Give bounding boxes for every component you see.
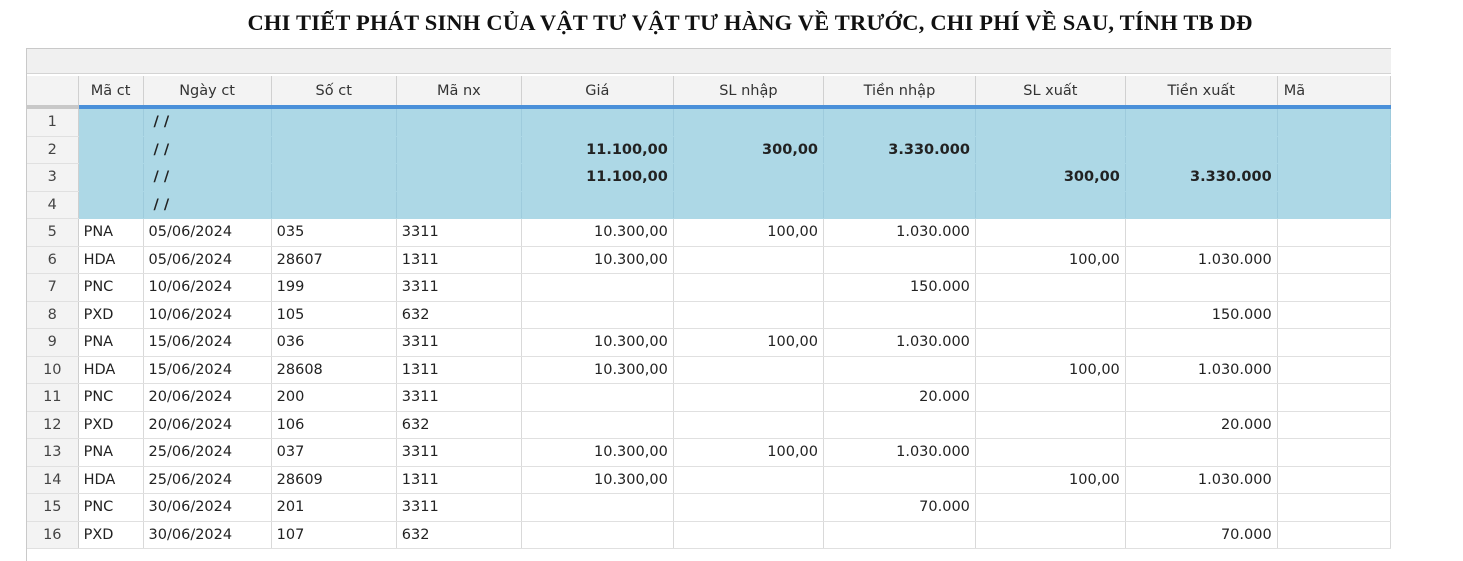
- cell-ngay-ct[interactable]: 20/06/2024: [143, 384, 271, 412]
- row-number[interactable]: 12: [27, 411, 78, 439]
- col-header-sl-nhap[interactable]: SL nhập: [673, 76, 823, 107]
- cell-tien-xuat[interactable]: 3.330.000: [1125, 164, 1277, 192]
- cell-tien-nhap[interactable]: [824, 107, 976, 136]
- table-row[interactable]: [27, 466, 1391, 494]
- cell-sl-xuat[interactable]: [975, 411, 1125, 439]
- cell-ma-ct[interactable]: HDA: [78, 246, 143, 274]
- cell-sl-nhap[interactable]: [673, 494, 823, 522]
- col-header-ngay-ct[interactable]: Ngày ct: [143, 76, 271, 107]
- cell-ma-nx[interactable]: 632: [396, 521, 521, 549]
- table-row[interactable]: [27, 329, 1391, 357]
- cell-sl-nhap[interactable]: [673, 301, 823, 329]
- cell-ma[interactable]: [1277, 356, 1390, 384]
- cell-ngay-ct[interactable]: / /: [143, 107, 271, 136]
- data-grid: [27, 76, 1391, 549]
- col-header-gia[interactable]: Giá: [521, 76, 673, 107]
- cell-ngay-ct[interactable]: 15/06/2024: [143, 356, 271, 384]
- cell-tien-xuat[interactable]: 150.000: [1125, 301, 1277, 329]
- cell-ma-ct[interactable]: PXD: [78, 521, 143, 549]
- row-number[interactable]: 13: [27, 439, 78, 467]
- table-row[interactable]: [27, 274, 1391, 302]
- row-number[interactable]: 4: [27, 191, 78, 219]
- cell-ma-nx[interactable]: 3311: [396, 384, 521, 412]
- cell-gia[interactable]: [521, 494, 673, 522]
- cell-sl-xuat[interactable]: [975, 136, 1125, 164]
- cell-ma[interactable]: [1277, 494, 1390, 522]
- cell-tien-xuat[interactable]: [1125, 107, 1277, 136]
- cell-sl-xuat[interactable]: [975, 219, 1125, 247]
- cell-ma[interactable]: [1277, 329, 1390, 357]
- cell-tien-xuat[interactable]: 1.030.000: [1125, 356, 1277, 384]
- cell-ngay-ct[interactable]: 25/06/2024: [143, 439, 271, 467]
- row-number[interactable]: 10: [27, 356, 78, 384]
- cell-so-ct[interactable]: 201: [271, 494, 396, 522]
- cell-tien-xuat[interactable]: [1125, 191, 1277, 219]
- cell-ma-nx[interactable]: 632: [396, 411, 521, 439]
- cell-ma-nx[interactable]: [396, 136, 521, 164]
- cell-sl-xuat[interactable]: [975, 439, 1125, 467]
- cell-sl-nhap[interactable]: [673, 411, 823, 439]
- cell-ma-nx[interactable]: [396, 164, 521, 192]
- cell-ma-nx[interactable]: 632: [396, 301, 521, 329]
- grid-window: [26, 48, 1391, 561]
- table-row[interactable]: [27, 439, 1391, 467]
- cell-sl-nhap[interactable]: [673, 274, 823, 302]
- cell-tien-xuat[interactable]: [1125, 494, 1277, 522]
- cell-sl-xuat[interactable]: [975, 301, 1125, 329]
- table-row[interactable]: [27, 246, 1391, 274]
- cell-tien-nhap[interactable]: [824, 164, 976, 192]
- cell-tien-nhap[interactable]: [824, 466, 976, 494]
- cell-sl-nhap[interactable]: [673, 107, 823, 136]
- cell-gia[interactable]: [521, 384, 673, 412]
- cell-tien-xuat[interactable]: 1.030.000: [1125, 466, 1277, 494]
- table-row[interactable]: [27, 384, 1391, 412]
- report-title: CHI TIẾT PHÁT SINH CỦA VẬT TƯ VẬT TƯ HÀNG VỀ TRƯỚC, CHI PHÍ VỀ SAU, TÍNH TB DĐ: [247, 10, 1253, 35]
- cell-gia[interactable]: 10.300,00: [521, 466, 673, 494]
- cell-so-ct[interactable]: 106: [271, 411, 396, 439]
- cell-ma-ct[interactable]: PNC: [78, 384, 143, 412]
- cell-ma[interactable]: [1277, 384, 1390, 412]
- cell-gia[interactable]: [521, 521, 673, 549]
- cell-sl-xuat[interactable]: [975, 329, 1125, 357]
- cell-ma[interactable]: [1277, 521, 1390, 549]
- col-header-ma-nx[interactable]: Mã nx: [396, 76, 521, 107]
- table-row[interactable]: [27, 191, 1391, 219]
- cell-so-ct[interactable]: 28608: [271, 356, 396, 384]
- corner-cell[interactable]: [27, 76, 78, 107]
- cell-ma-ct[interactable]: [78, 107, 143, 136]
- cell-ngay-ct[interactable]: / /: [143, 164, 271, 192]
- cell-sl-xuat[interactable]: [975, 107, 1125, 136]
- cell-sl-xuat[interactable]: [975, 274, 1125, 302]
- cell-so-ct[interactable]: 035: [271, 219, 396, 247]
- cell-ma-nx[interactable]: 1311: [396, 466, 521, 494]
- window-top-strip: [27, 49, 1391, 74]
- cell-so-ct[interactable]: [271, 136, 396, 164]
- cell-ma[interactable]: [1277, 274, 1390, 302]
- cell-tien-xuat[interactable]: 20.000: [1125, 411, 1277, 439]
- cell-gia[interactable]: 11.100,00: [521, 164, 673, 192]
- cell-ma-ct[interactable]: PNC: [78, 274, 143, 302]
- cell-gia[interactable]: 11.100,00: [521, 136, 673, 164]
- cell-ngay-ct[interactable]: 20/06/2024: [143, 411, 271, 439]
- cell-so-ct[interactable]: [271, 191, 396, 219]
- row-number[interactable]: 9: [27, 329, 78, 357]
- cell-ma[interactable]: [1277, 107, 1390, 136]
- row-number[interactable]: 15: [27, 494, 78, 522]
- cell-so-ct[interactable]: 037: [271, 439, 396, 467]
- cell-ma-ct[interactable]: PXD: [78, 301, 143, 329]
- cell-so-ct[interactable]: 200: [271, 384, 396, 412]
- row-number[interactable]: 2: [27, 136, 78, 164]
- cell-tien-nhap[interactable]: 150.000: [824, 274, 976, 302]
- cell-ma-ct[interactable]: [78, 136, 143, 164]
- cell-ma-ct[interactable]: PNA: [78, 329, 143, 357]
- cell-tien-xuat[interactable]: [1125, 219, 1277, 247]
- cell-so-ct[interactable]: 107: [271, 521, 396, 549]
- cell-ma-nx[interactable]: 3311: [396, 219, 521, 247]
- cell-tien-nhap[interactable]: 1.030.000: [824, 219, 976, 247]
- cell-ngay-ct[interactable]: / /: [143, 191, 271, 219]
- cell-tien-nhap[interactable]: [824, 521, 976, 549]
- cell-ma-nx[interactable]: 3311: [396, 329, 521, 357]
- cell-ma-ct[interactable]: PXD: [78, 411, 143, 439]
- cell-so-ct[interactable]: 199: [271, 274, 396, 302]
- cell-so-ct[interactable]: [271, 107, 396, 136]
- cell-tien-nhap[interactable]: [824, 246, 976, 274]
- cell-tien-xuat[interactable]: [1125, 384, 1277, 412]
- cell-ngay-ct[interactable]: 25/06/2024: [143, 466, 271, 494]
- cell-gia[interactable]: [521, 411, 673, 439]
- cell-so-ct[interactable]: 036: [271, 329, 396, 357]
- cell-gia[interactable]: [521, 191, 673, 219]
- table-row[interactable]: [27, 411, 1391, 439]
- row-number[interactable]: 11: [27, 384, 78, 412]
- cell-tien-xuat[interactable]: 70.000: [1125, 521, 1277, 549]
- cell-ma-ct[interactable]: PNA: [78, 439, 143, 467]
- cell-gia[interactable]: 10.300,00: [521, 246, 673, 274]
- cell-gia[interactable]: [521, 107, 673, 136]
- cell-ma[interactable]: [1277, 246, 1390, 274]
- cell-so-ct[interactable]: 28607: [271, 246, 396, 274]
- cell-ma-ct[interactable]: HDA: [78, 466, 143, 494]
- cell-ma-ct[interactable]: [78, 191, 143, 219]
- cell-sl-xuat[interactable]: [975, 521, 1125, 549]
- col-header-ma-ct[interactable]: Mã ct: [78, 76, 143, 107]
- row-number[interactable]: 1: [27, 107, 78, 136]
- cell-ma-nx[interactable]: 3311: [396, 439, 521, 467]
- row-number[interactable]: 3: [27, 164, 78, 192]
- cell-so-ct[interactable]: 105: [271, 301, 396, 329]
- row-number[interactable]: 8: [27, 301, 78, 329]
- cell-ma[interactable]: [1277, 301, 1390, 329]
- cell-tien-nhap[interactable]: [824, 411, 976, 439]
- cell-sl-xuat[interactable]: [975, 384, 1125, 412]
- cell-ma[interactable]: [1277, 439, 1390, 467]
- cell-ma-ct[interactable]: HDA: [78, 356, 143, 384]
- cell-gia[interactable]: 10.300,00: [521, 356, 673, 384]
- col-header-tien-nhap[interactable]: Tiền nhập: [824, 76, 976, 107]
- cell-sl-nhap[interactable]: 100,00: [673, 329, 823, 357]
- cell-ngay-ct[interactable]: 05/06/2024: [143, 219, 271, 247]
- cell-tien-xuat[interactable]: [1125, 439, 1277, 467]
- table-row[interactable]: [27, 356, 1391, 384]
- cell-ma[interactable]: [1277, 411, 1390, 439]
- row-number[interactable]: 5: [27, 219, 78, 247]
- cell-gia[interactable]: 10.300,00: [521, 439, 673, 467]
- header-row: [27, 76, 1391, 107]
- cell-so-ct[interactable]: [271, 164, 396, 192]
- cell-sl-nhap[interactable]: [673, 164, 823, 192]
- cell-tien-nhap[interactable]: [824, 191, 976, 219]
- cell-sl-nhap[interactable]: 100,00: [673, 439, 823, 467]
- cell-sl-xuat[interactable]: 300,00: [975, 164, 1125, 192]
- cell-tien-nhap[interactable]: [824, 356, 976, 384]
- cell-ma-nx[interactable]: [396, 107, 521, 136]
- cell-ma-nx[interactable]: 3311: [396, 494, 521, 522]
- cell-sl-nhap[interactable]: 100,00: [673, 219, 823, 247]
- table-row[interactable]: [27, 301, 1391, 329]
- table-row[interactable]: [27, 494, 1391, 522]
- cell-sl-nhap[interactable]: [673, 356, 823, 384]
- cell-tien-nhap[interactable]: 1.030.000: [824, 329, 976, 357]
- row-number[interactable]: 14: [27, 466, 78, 494]
- cell-ma-ct[interactable]: [78, 164, 143, 192]
- cell-gia[interactable]: 10.300,00: [521, 219, 673, 247]
- cell-tien-nhap[interactable]: 70.000: [824, 494, 976, 522]
- cell-sl-xuat[interactable]: 100,00: [975, 246, 1125, 274]
- cell-tien-xuat[interactable]: [1125, 329, 1277, 357]
- cell-sl-nhap[interactable]: [673, 191, 823, 219]
- cell-ngay-ct[interactable]: 10/06/2024: [143, 301, 271, 329]
- cell-sl-xuat[interactable]: [975, 494, 1125, 522]
- cell-ngay-ct[interactable]: 10/06/2024: [143, 274, 271, 302]
- cell-tien-xuat[interactable]: 1.030.000: [1125, 246, 1277, 274]
- table-row[interactable]: [27, 164, 1391, 192]
- cell-ma-nx[interactable]: 1311: [396, 246, 521, 274]
- cell-ngay-ct[interactable]: 05/06/2024: [143, 246, 271, 274]
- cell-sl-nhap[interactable]: 300,00: [673, 136, 823, 164]
- cell-tien-xuat[interactable]: [1125, 274, 1277, 302]
- cell-gia[interactable]: 10.300,00: [521, 329, 673, 357]
- col-header-tien-xuat[interactable]: Tiền xuất: [1125, 76, 1277, 107]
- cell-sl-xuat[interactable]: 100,00: [975, 466, 1125, 494]
- cell-ngay-ct[interactable]: 15/06/2024: [143, 329, 271, 357]
- cell-ma[interactable]: [1277, 191, 1390, 219]
- cell-tien-nhap[interactable]: 1.030.000: [824, 439, 976, 467]
- cell-gia[interactable]: [521, 301, 673, 329]
- cell-ma-nx[interactable]: 1311: [396, 356, 521, 384]
- cell-ma-nx[interactable]: [396, 191, 521, 219]
- row-number[interactable]: 7: [27, 274, 78, 302]
- col-header-so-ct[interactable]: Số ct: [271, 76, 396, 107]
- cell-ngay-ct[interactable]: 30/06/2024: [143, 494, 271, 522]
- cell-ma-ct[interactable]: PNC: [78, 494, 143, 522]
- table-row[interactable]: [27, 107, 1391, 136]
- table-row[interactable]: [27, 219, 1391, 247]
- cell-sl-xuat[interactable]: [975, 191, 1125, 219]
- cell-tien-xuat[interactable]: [1125, 136, 1277, 164]
- col-header-sl-xuat[interactable]: SL xuất: [975, 76, 1125, 107]
- cell-sl-nhap[interactable]: [673, 466, 823, 494]
- cell-tien-nhap[interactable]: 3.330.000: [824, 136, 976, 164]
- cell-ma-nx[interactable]: 3311: [396, 274, 521, 302]
- cell-sl-xuat[interactable]: 100,00: [975, 356, 1125, 384]
- row-number[interactable]: 16: [27, 521, 78, 549]
- col-header-ma[interactable]: Mã: [1277, 76, 1390, 107]
- cell-sl-nhap[interactable]: [673, 384, 823, 412]
- cell-ma-ct[interactable]: PNA: [78, 219, 143, 247]
- cell-so-ct[interactable]: 28609: [271, 466, 396, 494]
- cell-sl-nhap[interactable]: [673, 521, 823, 549]
- cell-ma[interactable]: [1277, 164, 1390, 192]
- cell-ngay-ct[interactable]: 30/06/2024: [143, 521, 271, 549]
- table-row[interactable]: [27, 136, 1391, 164]
- cell-ngay-ct[interactable]: / /: [143, 136, 271, 164]
- cell-ma[interactable]: [1277, 136, 1390, 164]
- cell-gia[interactable]: [521, 274, 673, 302]
- row-number[interactable]: 6: [27, 246, 78, 274]
- table-row[interactable]: [27, 521, 1391, 549]
- cell-ma[interactable]: [1277, 219, 1390, 247]
- cell-ma[interactable]: [1277, 466, 1390, 494]
- cell-sl-nhap[interactable]: [673, 246, 823, 274]
- cell-tien-nhap[interactable]: [824, 301, 976, 329]
- cell-tien-nhap[interactable]: 20.000: [824, 384, 976, 412]
